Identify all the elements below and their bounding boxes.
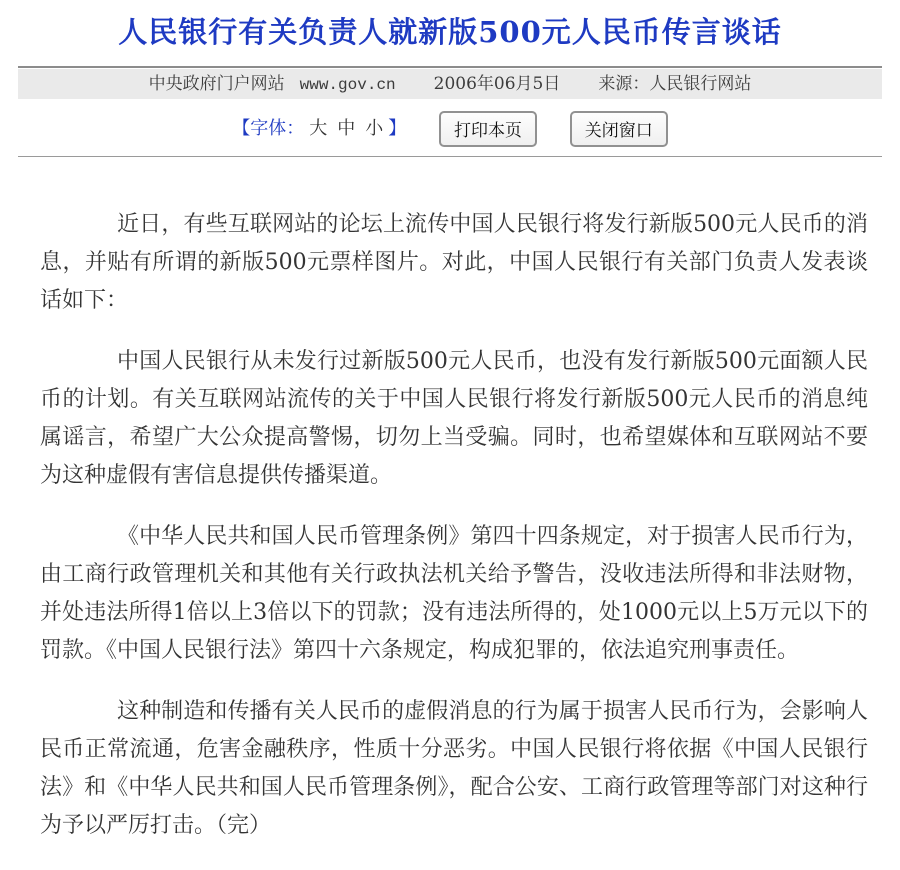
meta-bar	[18, 69, 882, 99]
print-page-button[interactable]: 打印本页	[439, 111, 537, 147]
font-size-small[interactable]: 小	[365, 118, 384, 139]
site-name: 中央政府门户网站	[148, 74, 285, 94]
site-url: www.gov.cn	[299, 76, 396, 94]
article-paragraph: 《中华人民共和国人民币管理条例》第四十四条规定，对于损害人民币行为，由工商行政管理机关和其他有关行政执法机关给予警告，没收违法所得和非法财物，并处违法所得1倍以上3倍以下的罚款；没有违法所得的，处1000元以上5万元以下的罚款。《中国人民银行法》第四十六条规定，构成犯罪的，依法追究刑事责任。	[40, 524, 868, 663]
page-title: 人民银行有关负责人就新版500元人民币传言谈话	[118, 15, 782, 49]
source-name: 人民银行网站	[649, 74, 752, 94]
publish-date: 2006年06月5日	[433, 74, 561, 94]
font-widget-label-close: 】	[388, 118, 407, 139]
article-paragraph: 这种制造和传播有关人民币的虚假消息的行为属于损害人民币行为，会影响人民币正常流通，危害金融秩序，性质十分恶劣。中国人民银行将依据《中国人民银行法》和《中华人民共和国人民币管理条例》，配合公安、工商行政管理等部门对这种行为予以严厉打击。（完）	[40, 699, 868, 838]
font-size-medium[interactable]: 中	[337, 118, 356, 139]
meta-section	[18, 66, 882, 99]
source-label: 来源：	[598, 74, 650, 94]
toolbar	[0, 99, 900, 147]
font-size-widget	[232, 118, 406, 139]
close-window-button[interactable]: 关闭窗口	[570, 111, 668, 147]
article-paragraph: 近日，有些互联网站的论坛上流传中国人民银行将发行新版500元人民币的消息，并贴有所谓的新版500元票样图片。对此，中国人民银行有关部门负责人发表谈话如下：	[40, 212, 868, 313]
article-body	[0, 157, 900, 845]
font-widget-label: 【字体：	[232, 118, 305, 139]
header-divider	[18, 66, 882, 68]
article-paragraph: 中国人民银行从未发行过新版500元人民币，也没有发行新版500元面额人民币的计划。有关互联网站流传的关于中国人民银行将发行新版500元人民币的消息纯属谣言，希望广大公众提高警惕，切勿上当受骗。同时，也希望媒体和互联网站不要为这种虚假有害信息提供传播渠道。	[40, 349, 868, 488]
font-size-large[interactable]: 大	[309, 118, 328, 139]
